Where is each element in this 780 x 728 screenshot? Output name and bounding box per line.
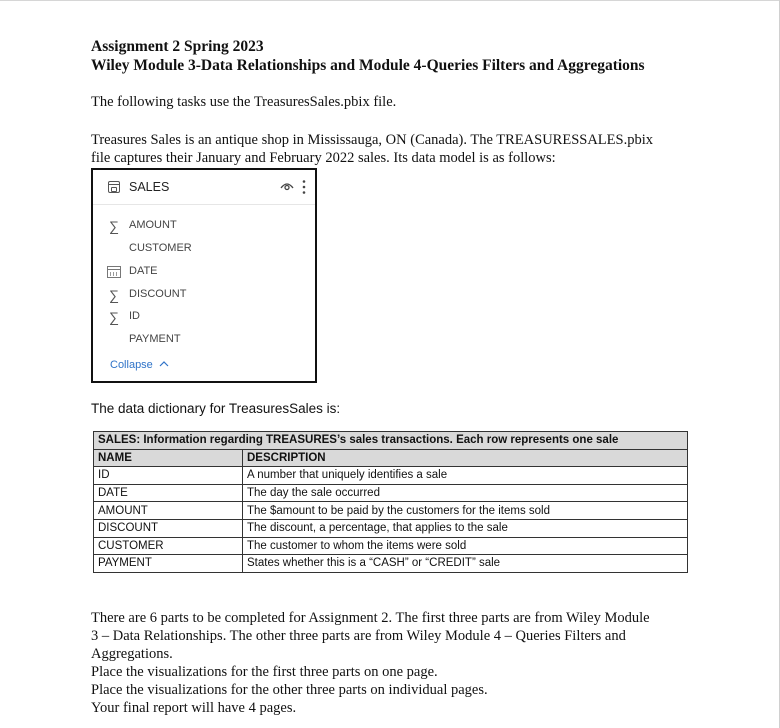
header-name: NAME	[94, 449, 243, 467]
cell-name: PAYMENT	[94, 555, 243, 573]
field-label: PAYMENT	[129, 333, 181, 345]
table-name: SALES	[129, 180, 170, 194]
field-amount[interactable]	[106, 218, 306, 234]
field-payment[interactable]	[106, 332, 306, 348]
field-discount[interactable]	[106, 287, 306, 303]
data-dictionary-table	[93, 431, 688, 573]
eye-icon[interactable]	[280, 181, 294, 191]
dictionary-intro: The data dictionary for TreasuresSales is:	[91, 401, 341, 416]
closing-paragraph	[91, 609, 701, 717]
closing-line: 3 – Data Relationships. The other three parts are from Wiley Module 4 – Queries Filters and	[91, 628, 626, 644]
table-row	[94, 502, 688, 520]
description-line-1: Treasures Sales is an antique shop in Mississauga, ON (Canada). The TREASURESSALES.pbix	[91, 132, 653, 148]
field-label: DATE	[129, 265, 158, 277]
field-label: CUSTOMER	[129, 242, 192, 254]
closing-line: Your final report will have 4 pages.	[91, 700, 297, 716]
table-caption-row	[94, 432, 688, 450]
cell-description: States whether this is a “CASH” or “CREDIT” sale	[243, 555, 688, 573]
cell-description: The customer to whom the items were sold	[243, 537, 688, 555]
cell-description: The day the sale occurred	[243, 484, 688, 502]
field-label: ID	[129, 310, 140, 322]
table-icon	[108, 181, 120, 193]
table-row	[94, 467, 688, 485]
cell-name: AMOUNT	[94, 502, 243, 520]
sigma-icon: ∑	[109, 309, 119, 325]
cell-description: The discount, a percentage, that applies to the sale	[243, 519, 688, 537]
closing-line: Aggregations.	[91, 646, 173, 662]
field-label: DISCOUNT	[129, 288, 187, 300]
field-id[interactable]	[106, 309, 306, 325]
table-row	[94, 537, 688, 555]
closing-line: Place the visualizations for the first three parts on one page.	[91, 664, 438, 680]
cell-name: DISCOUNT	[94, 519, 243, 537]
table-row	[94, 484, 688, 502]
title-line-1: Assignment 2 Spring 2023	[91, 38, 264, 55]
field-label: AMOUNT	[129, 219, 177, 231]
closing-line: There are 6 parts to be completed for Assignment 2. The first three parts are from Wiley Module	[91, 610, 650, 626]
chevron-up-icon	[159, 360, 169, 367]
field-customer[interactable]	[106, 241, 306, 257]
collapse-link[interactable]	[110, 359, 169, 371]
collapse-label: Collapse	[110, 359, 153, 371]
header-description: DESCRIPTION	[243, 449, 688, 467]
sigma-icon: ∑	[109, 287, 119, 303]
page-top-edge	[0, 0, 780, 4]
cell-description: The $amount to be paid by the customers for the items sold	[243, 502, 688, 520]
table-header-row	[94, 449, 688, 467]
cell-name: CUSTOMER	[94, 537, 243, 555]
table-row	[94, 555, 688, 573]
cell-name: DATE	[94, 484, 243, 502]
more-options-icon[interactable]	[302, 179, 306, 195]
description-paragraph	[91, 131, 701, 167]
field-date[interactable]	[106, 264, 306, 280]
cell-description: A number that uniquely identifies a sale	[243, 467, 688, 485]
document-title	[91, 37, 645, 75]
table-caption: SALES: Information regarding TREASURES’s sales transactions. Each row represents one sale	[94, 432, 688, 450]
intro-paragraph: The following tasks use the TreasuresSales.pbix file.	[91, 94, 397, 110]
table-row	[94, 519, 688, 537]
card-header	[93, 170, 315, 205]
sigma-icon: ∑	[109, 218, 119, 234]
calendar-icon	[107, 266, 121, 278]
description-line-2: file captures their January and February 2022 sales. Its data model is as follows:	[91, 150, 556, 166]
closing-line: Place the visualizations for the other three parts on individual pages.	[91, 682, 488, 698]
data-model-card	[91, 168, 317, 383]
title-line-2: Wiley Module 3-Data Relationships and Module 4-Queries Filters and Aggregations	[91, 57, 645, 74]
cell-name: ID	[94, 467, 243, 485]
